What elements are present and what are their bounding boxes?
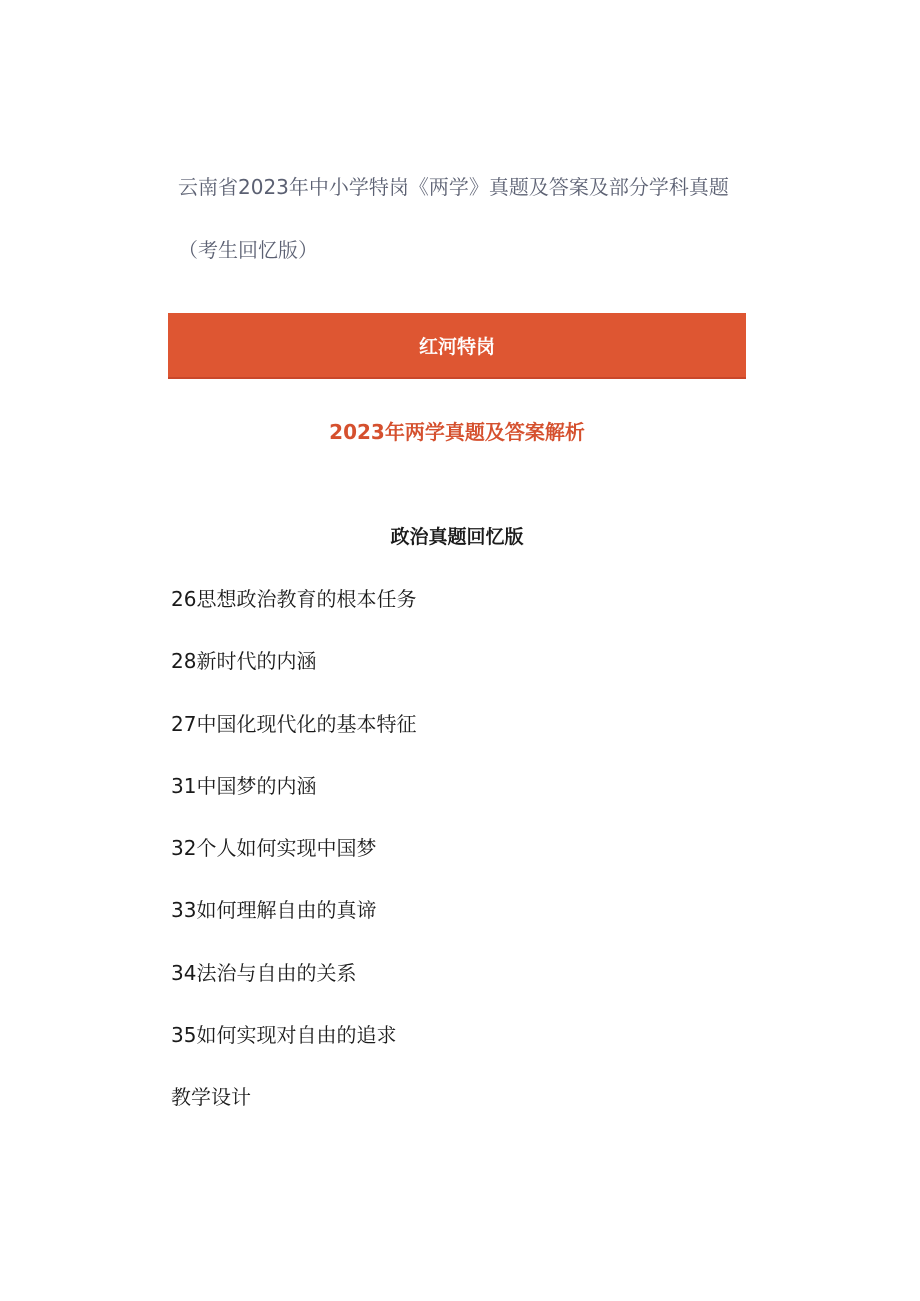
topic-item: 32个人如何实现中国梦 xyxy=(171,836,377,861)
topic-item: 33如何理解自由的真谛 xyxy=(171,898,377,923)
document-title: 云南省2023年中小学特岗《两学》真题及答案及部分学科真题 xyxy=(178,175,729,199)
topic-item: 35如何实现对自由的追求 xyxy=(171,1023,397,1048)
topic-list xyxy=(171,583,416,1144)
topic-item: 教学设计 xyxy=(171,1085,251,1110)
topic-item: 34法治与自由的关系 xyxy=(171,960,357,985)
banner-label: 红河特岗 xyxy=(418,335,495,358)
sub-heading: 政治真题回忆版 xyxy=(390,526,524,548)
topic-item: 27中国化现代化的基本特征 xyxy=(171,711,417,736)
section-heading: 2023年两学真题及答案解析 xyxy=(329,420,585,444)
document-subtitle: （考生回忆版） xyxy=(178,238,318,262)
topic-item: 26思想政治教育的根本任务 xyxy=(171,587,417,611)
topic-item: 28新时代的内涵 xyxy=(171,649,317,674)
banner xyxy=(168,313,746,379)
topic-item: 31中国梦的内涵 xyxy=(171,773,317,798)
